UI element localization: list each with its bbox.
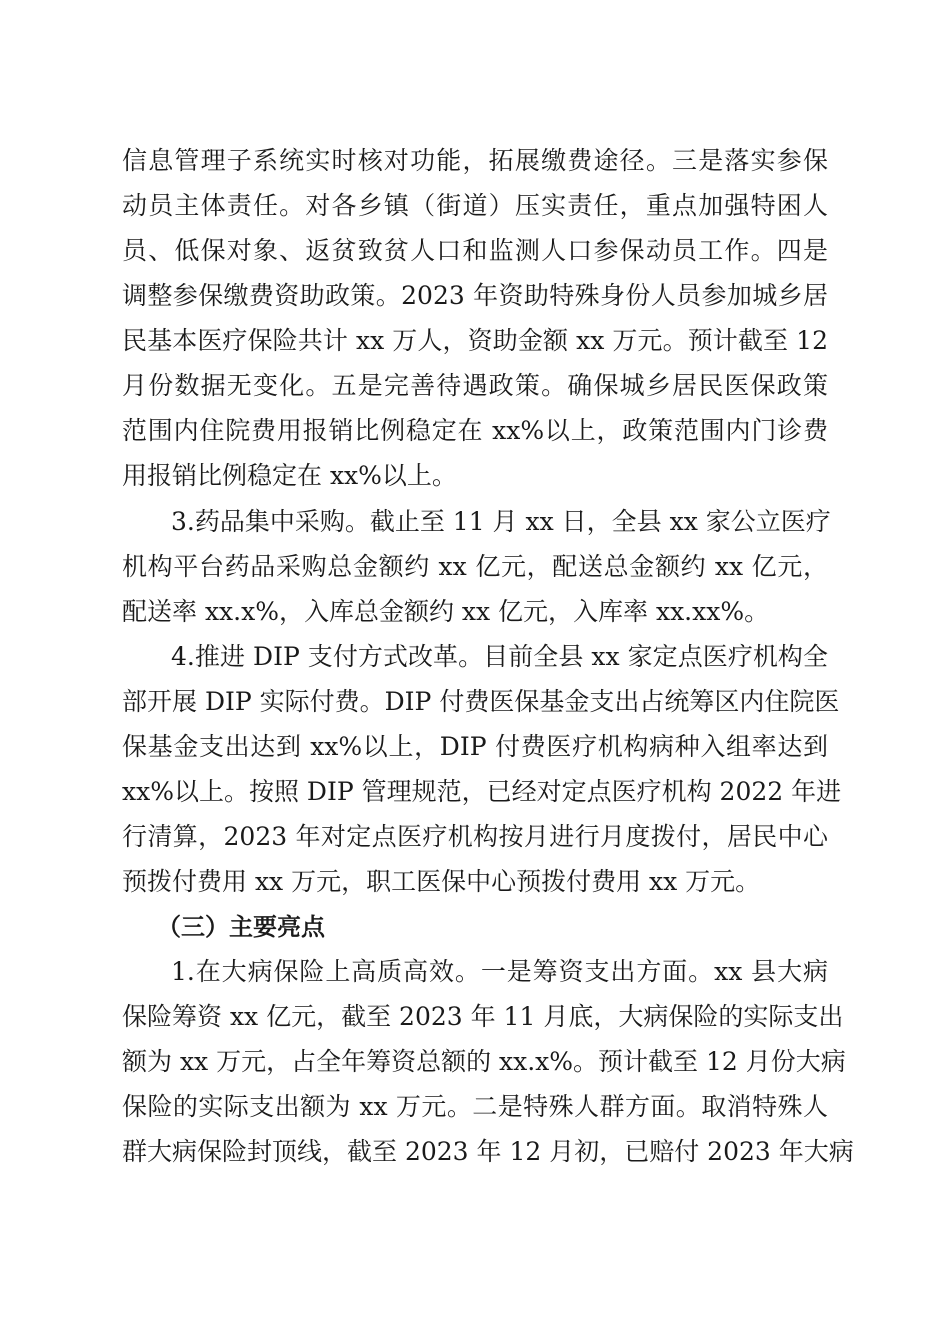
text-line: 行清算，2023 年对定点医疗机构按月进行月度拨付，居民中心 [122,822,828,851]
text-line: 员、低保对象、返贫致贫人口和监测人口参保动员工作。四是 [122,236,828,265]
text-line: 动员主体责任。对各乡镇（街道）压实责任，重点加强特困人 [122,191,828,220]
text-line: 民基本医疗保险共计 xx 万人，资助金额 xx 万元。预计截至 12 [122,326,828,355]
text-line: 调整参保缴费资助政策。2023 年资助特殊身份人员参加城乡居 [122,281,828,310]
text-line: 保险的实际支出额为 xx 万元。二是特殊人群方面。取消特殊人 [122,1092,828,1121]
text-line: 群大病保险封顶线，截至 2023 年 12 月初，已赔付 2023 年大病 [122,1137,854,1166]
text-line: 保险筹资 xx 亿元，截至 2023 年 11 月底，大病保险的实际支出 [122,1002,844,1031]
text-line: 保基金支出达到 xx%以上，DIP 付费医疗机构病种入组率达到 [122,732,828,761]
text-line: 预拨付费用 xx 万元，职工医保中心预拨付费用 xx 万元。 [122,867,761,896]
text-line: 部开展 DIP 实际付费。DIP 付费医保基金支出占统筹区内住院医 [122,687,840,716]
text-line: xx%以上。按照 DIP 管理规范，已经对定点医疗机构 2022 年进 [122,777,842,806]
text-line: 配送率 xx.x%，入库总金额约 xx 亿元，入库率 xx.xx%。 [122,597,770,626]
text-line: 机构平台药品采购总金额约 xx 亿元，配送总金额约 xx 亿元， [122,552,828,581]
text-line: 4.推进 DIP 支付方式改革。目前全县 xx 家定点医疗机构全 [171,642,828,671]
section-heading: （三）主要亮点 [157,913,325,941]
text-line: 范围内住院费用报销比例稳定在 xx%以上，政策范围内门诊费 [122,416,828,445]
text-line: 1.在大病保险上高质高效。一是筹资支出方面。xx 县大病 [171,957,828,986]
text-line: 额为 xx 万元，占全年筹资总额的 xx.x%。预计截至 12 月份大病 [122,1047,846,1076]
text-line: 月份数据无变化。五是完善待遇政策。确保城乡居民医保政策 [122,371,828,400]
text-line: 信息管理子系统实时核对功能，拓展缴费途径。三是落实参保 [122,146,828,175]
text-line: 用报销比例稳定在 xx%以上。 [122,461,457,490]
text-line: 3.药品集中采购。截止至 11 月 xx 日，全县 xx 家公立医疗 [171,507,831,536]
